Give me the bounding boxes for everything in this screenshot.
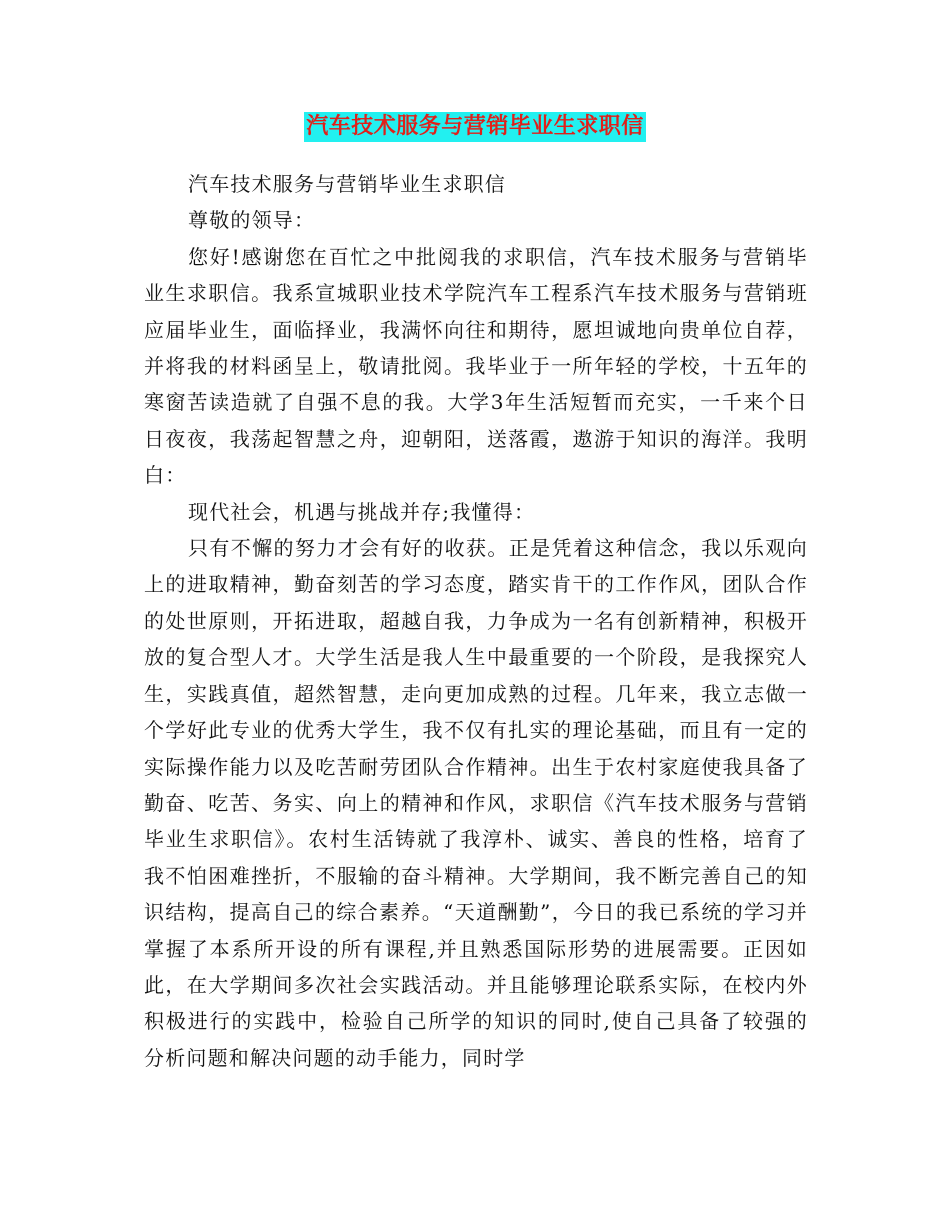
body-paragraph-heading: 汽车技术服务与营销毕业生求职信 — [188, 172, 506, 196]
title-container — [0, 112, 950, 142]
body-paragraph-salutation: 尊敬的领导： — [188, 208, 316, 233]
document-body — [144, 166, 808, 1076]
body-paragraph-intro: 您好!感谢您在百忙之中批阅我的求职信，汽车技术服务与营销毕业生求职信。我系宣城职业技术学院汽车工程系汽车技术服务与营销班应届毕业生，面临择业，我满怀向往和期待，愿坦诚地向贵单位自荐，并将我的材料函呈上，敬请批阅。我毕业于一所年轻的学校，十五年的寒窗苦读造就了自强不息的我。大学3年生活短暂而充实，一千来个日日夜夜，我荡起智慧之舟，迎朝阳，送落霞，遨游于知识的海洋。我明白： — [144, 244, 808, 488]
body-paragraph-society: 现代社会，机遇与挑战并存;我懂得： — [188, 499, 536, 524]
body-paragraph-main: 只有不懈的努力才会有好的收获。正是凭着这种信念，我以乐观向上的进取精神，勤奋刻苦的学习态度，踏实肯干的工作作风，团队合作的处世原则，开拓进取，超越自我，力争成为一名有创新精神，积极开放的复合型人才。大学生活是我人生中最重要的一个阶段，是我探究人生，实践真值，超然智慧，走向更加成熟的过程。几年来，我立志做一个学好此专业的优秀大学生，我不仅有扎实的理论基础，而且有一定的实际操作能力以及吃苦耐劳团队合作精神。出生于农村家庭使我具备了勤奋、吃苦、务实、向上的精神和作风，求职信《汽车技术服务与营销毕业生求职信》。农村生活铸就了我淳朴、诚实、善良的性格，培育了我不怕困难挫折，不服输的奋斗精神。大学期间，我不断完善自己的知识结构，提高自己的综合素养。“天道酬勤”，今日的我已系统的学习并掌握了本系所开设的所有课程,并且熟悉国际形势的进展需要。正因如此，在大学期间多次社会实践活动。并且能够理论联系实际，在校内外积极进行的实践中，检验自己所学的知识的同时,使自己具备了较强的分析问题和解决问题的动手能力，同时学 — [144, 536, 808, 1070]
document-title: 汽车技术服务与营销毕业生求职信 — [304, 112, 646, 142]
